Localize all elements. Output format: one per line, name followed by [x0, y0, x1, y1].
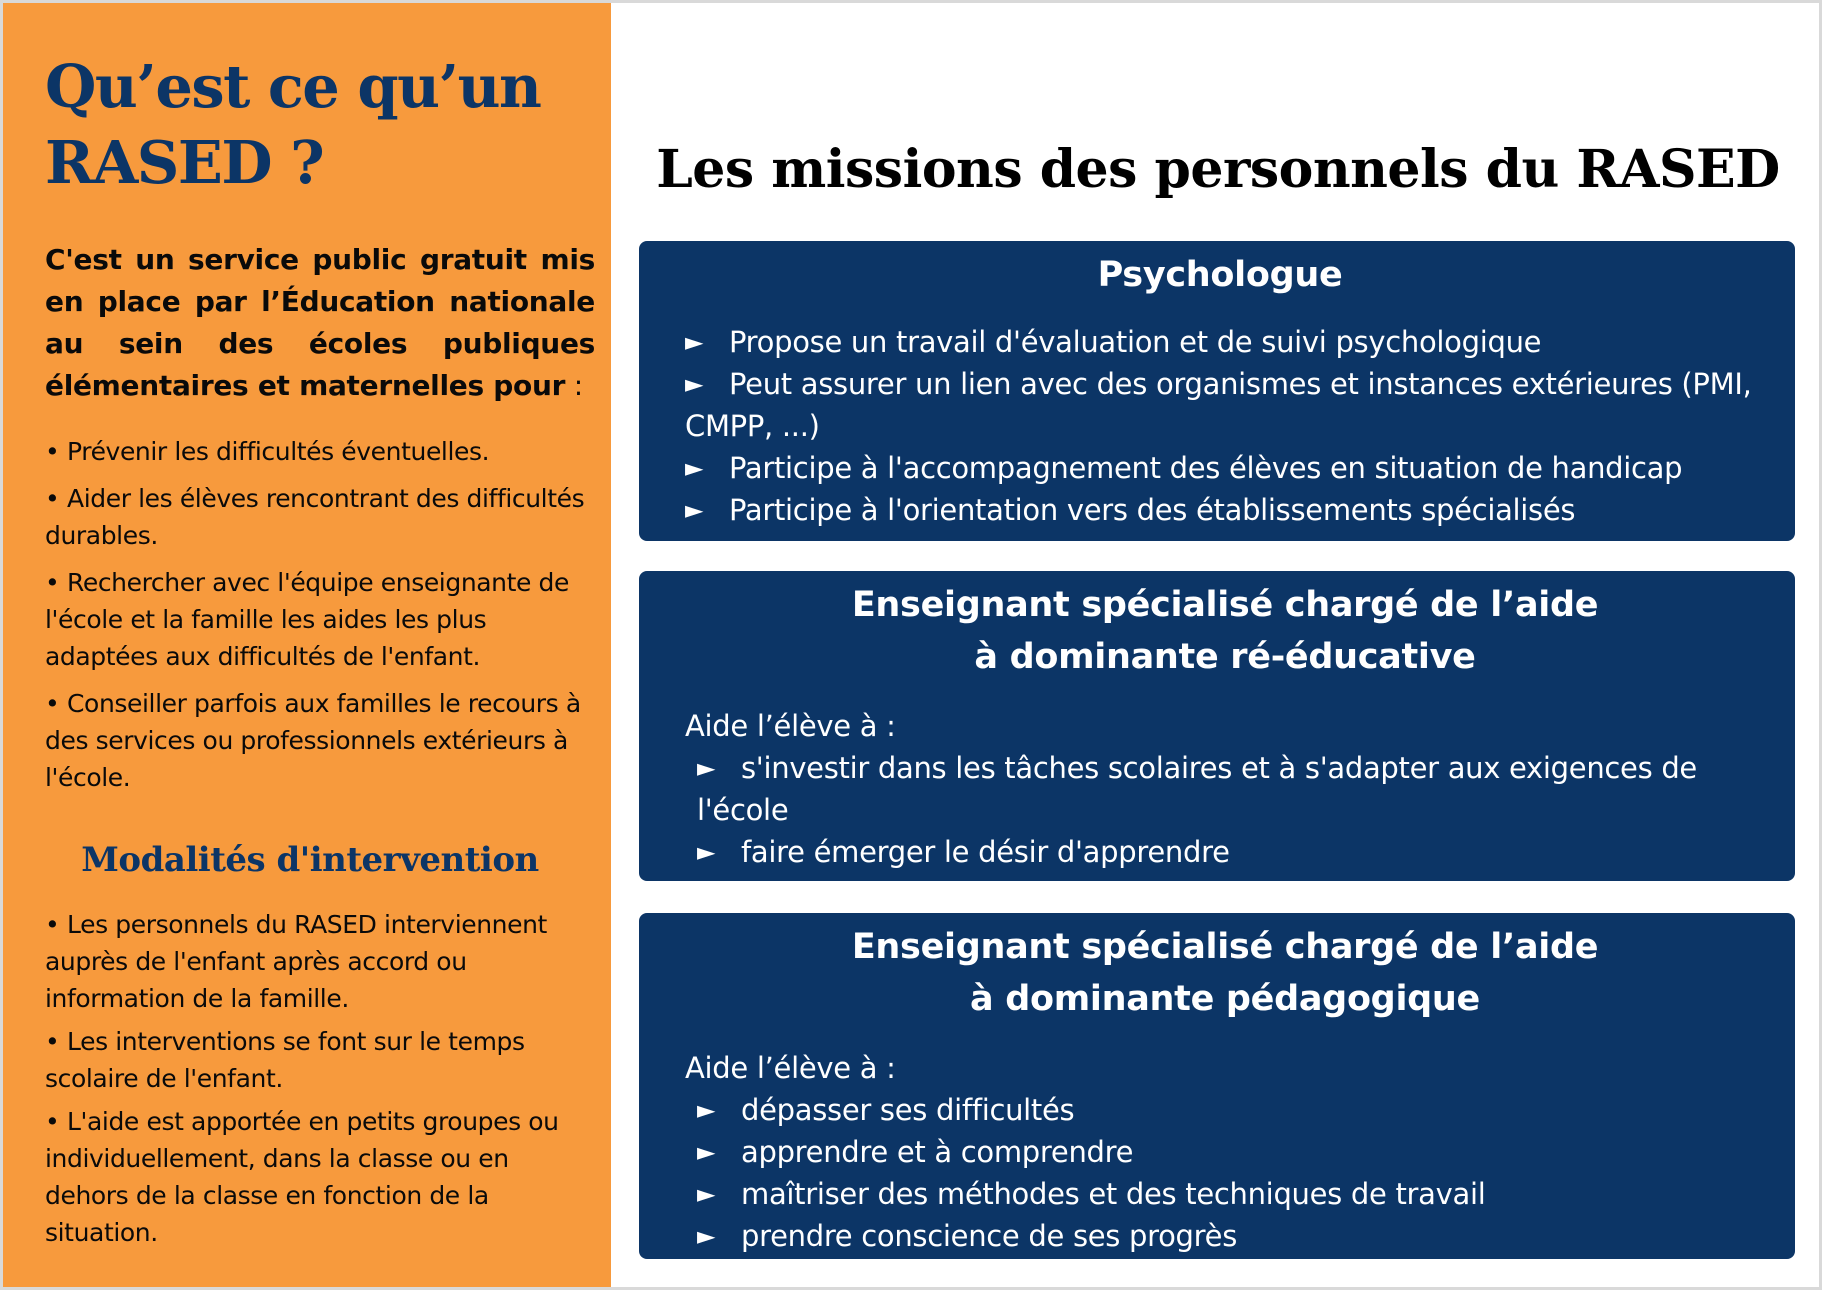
main-title-line2: RASED ? [45, 128, 324, 197]
list-item: • Prévenir les difficultés éventuelles. [45, 433, 595, 470]
bullet-icon: • [45, 484, 60, 513]
left-panel [3, 3, 611, 1290]
arrow-right-icon: ► [697, 880, 716, 908]
list-item: ► Propose un travail d'évaluation et de suivi psychologique [685, 321, 1755, 363]
list-item: ► s'investir dans les tâches scolaires et à s'adapter aux exigences de l'école [697, 747, 1765, 831]
arrow-right-icon: ► [685, 370, 704, 398]
card-list [685, 747, 1765, 915]
main-title [45, 49, 595, 201]
arrow-right-icon: ► [697, 754, 716, 782]
arrow-right-icon: ► [697, 838, 716, 866]
card-title: Enseignant spécialisé chargé de l’aide à dominante ré-éducative [851, 585, 1599, 677]
list-item: • Aider les élèves rencontrant des difficultés durables. [45, 480, 595, 554]
list-item: ► faire émerger le désir d'apprendre [697, 831, 1765, 873]
list-item: • L'aide est apportée en petits groupes ou individuellement, dans la classe ou en dehors de la classe en fonction de la situation. [45, 1103, 595, 1251]
arrow-right-icon: ► [697, 1138, 716, 1166]
card-title: Enseignant spécialisé chargé de l’aide à dominante pédagogique [851, 927, 1599, 1019]
list-item: • Conseiller parfois aux familles le recours à des services ou professionnels extérieurs à l'école. [45, 685, 595, 796]
list-item: ► maîtriser des méthodes et des techniques de travail [697, 1173, 1765, 1215]
list-item: • Rechercher avec l'équipe enseignante de l'école et la famille les aides les plus adaptées aux difficultés de l'enfant. [45, 564, 595, 675]
arrow-right-icon: ► [685, 496, 704, 524]
card-list [685, 1089, 1765, 1257]
arrow-right-icon: ► [697, 1180, 716, 1208]
arrow-right-icon: ► [685, 454, 704, 482]
intro-paragraph [45, 239, 595, 407]
bullet-icon: • [45, 689, 60, 718]
card-reeducative [639, 571, 1795, 911]
bullet-icon: • [45, 1107, 60, 1136]
list-item: ► Participe à l'orientation vers des établissements spécialisés [685, 489, 1755, 531]
list-item: ► restaurer son estime de soi [697, 873, 1765, 915]
bullet-icon: • [45, 1027, 60, 1056]
card-psychologue [639, 241, 1795, 541]
intro-tail: : [565, 369, 583, 402]
list-item: ► apprendre et à comprendre [697, 1131, 1765, 1173]
list-item: • Les personnels du RASED interviennent auprès de l'enfant après accord ou information de la famille. [45, 906, 595, 1017]
bullet-icon: • [45, 568, 60, 597]
list-item: ► prendre conscience de ses progrès [697, 1215, 1765, 1257]
bullet-icon: • [45, 437, 60, 466]
intro-bold-text: C'est un service public gratuit mis en place par l’Éducation nationale au sein des écoles publiques élémentaires et maternelles pour [45, 243, 595, 402]
card-lead: Aide l’élève à : [685, 1051, 896, 1085]
arrow-right-icon: ► [697, 1096, 716, 1124]
list-item: ► Peut assurer un lien avec des organismes et instances extérieures (PMI, CMPP, ...) [685, 363, 1755, 447]
list-item: ► Participe à l'accompagnement des élèves en situation de handicap [685, 447, 1755, 489]
modalites-list [45, 906, 595, 1251]
objectives-list [45, 433, 595, 796]
card-list [685, 321, 1755, 531]
arrow-right-icon: ► [685, 328, 704, 356]
main-title-line1: Qu’est ce qu’un [45, 52, 541, 121]
card-pedagogique [639, 913, 1795, 1259]
missions-title: Les missions des personnels du RASED [656, 139, 1780, 200]
bullet-icon: • [45, 910, 60, 939]
card-title: Psychologue [1097, 255, 1343, 295]
arrow-right-icon: ► [697, 1222, 716, 1250]
card-lead: Aide l’élève à : [685, 709, 896, 743]
modalites-title: Modalités d'intervention [81, 840, 539, 880]
list-item: ► dépasser ses difficultés [697, 1089, 1765, 1131]
list-item: • Les interventions se font sur le temps scolaire de l'enfant. [45, 1023, 595, 1097]
